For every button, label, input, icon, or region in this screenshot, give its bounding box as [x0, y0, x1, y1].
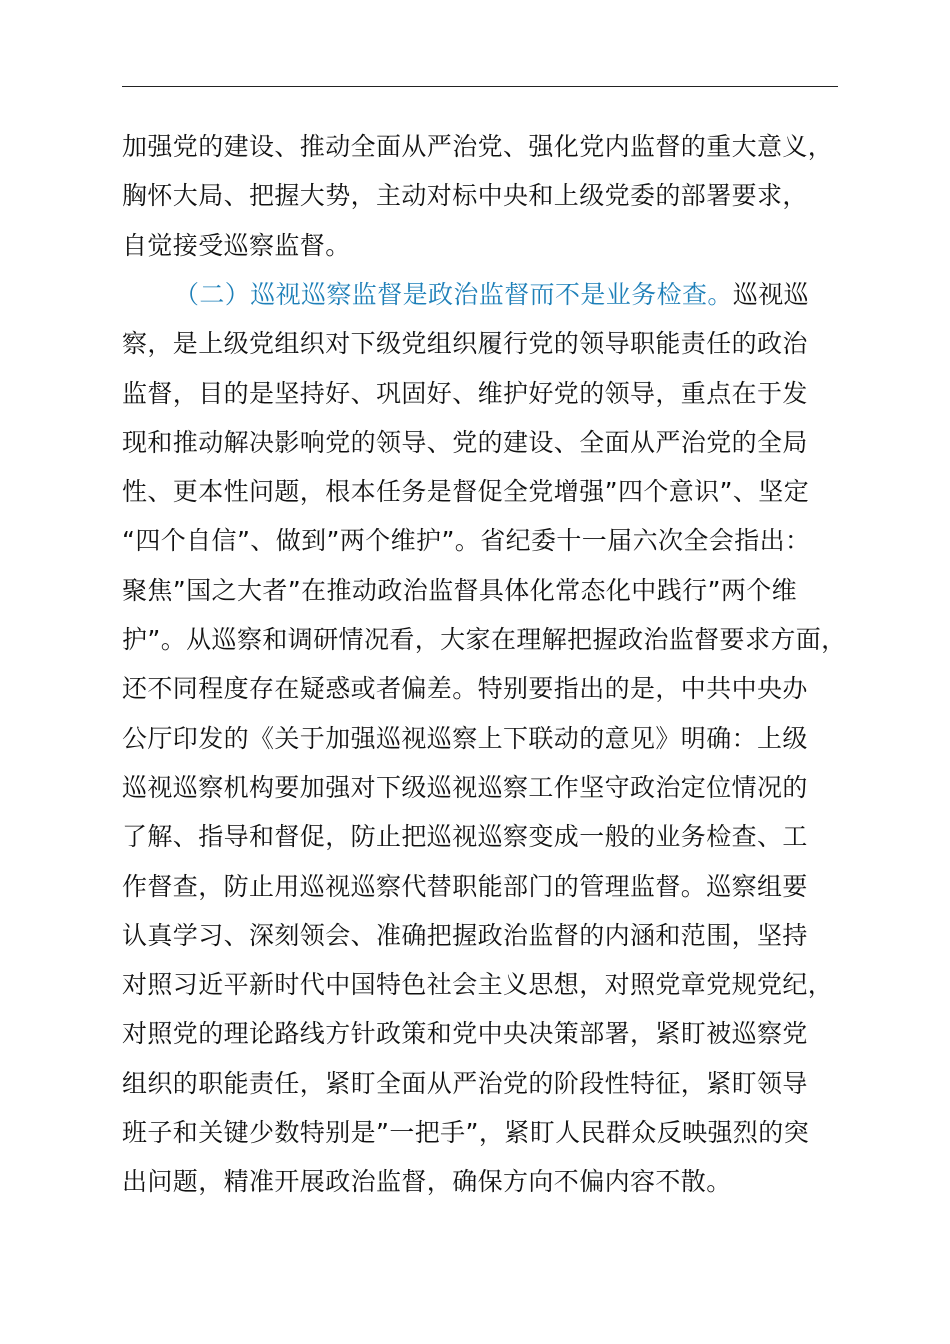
paragraph-line: 监督，目的是坚持好、巩固好、维护好党的领导，重点在于发 — [122, 378, 808, 408]
paragraph-line: 现和推动解决影响党的领导、党的建设、全面从严治党的全局 — [122, 427, 808, 457]
paragraph-line: 对照习近平新时代中国特色社会主义思想，对照党章党规党纪， — [122, 970, 834, 1000]
paragraph-line: 性、更本性问题，根本任务是督促全党增强”四个意识”、坚定 — [122, 477, 810, 507]
paragraph-line: 了解、指导和督促，防止把巡视巡察变成一般的业务检查、工 — [122, 822, 808, 852]
header-rule — [122, 86, 838, 87]
paragraph-line: 出问题，精准开展政治监督，确保方向不偏内容不散。 — [122, 1167, 732, 1197]
paragraph-line: 察，是上级党组织对下级党组织履行党的领导职能责任的政治 — [122, 329, 808, 359]
paragraph-line: 自觉接受巡察监督。 — [122, 230, 351, 260]
paragraph-line: “四个自信”、做到”两个维护”。省纪委十一届六次全会指出： — [122, 526, 811, 556]
paragraph-line: 班子和关键少数特别是”一把手”，紧盯人民群众反映强烈的突 — [122, 1118, 810, 1148]
heading-line-continuation: 巡视巡 — [732, 280, 810, 309]
paragraph-first-line — [122, 270, 862, 319]
paragraph-line: 作督查，防止用巡视巡察代替职能部门的管理监督。巡察组要 — [122, 871, 808, 901]
paragraph-line: 公厅印发的《关于加强巡视巡察上下联动的意见》明确：上级 — [122, 723, 808, 753]
paragraph-continued — [122, 122, 862, 270]
paragraph-line: 还不同程度存在疑惑或者偏差。特别要指出的是，中共中央办 — [122, 674, 808, 704]
paragraph-line: 护”。从巡察和调研情况看，大家在理解把握政治监督要求方面， — [122, 625, 847, 655]
paragraph-line: 认真学习、深刻领会、准确把握政治监督的内涵和范围，坚持 — [122, 920, 808, 950]
paragraph-line: 对照党的理论路线方针政策和党中央决策部署，紧盯被巡察党 — [122, 1019, 808, 1049]
section-heading: （二）巡视巡察监督是政治监督而不是业务检查。 — [174, 280, 733, 309]
paragraph-section-2 — [122, 270, 862, 1207]
paragraph-line: 加强党的建设、推动全面从严治党、强化党内监督的重大意义， — [122, 132, 834, 161]
paragraph-line: 聚焦”国之大者”在推动政治监督具体化常态化中践行”两个维 — [122, 575, 798, 605]
paragraph-line: 巡视巡察机构要加强对下级巡视巡察工作坚守政治定位情况的 — [122, 772, 808, 802]
paragraph-line: 组织的职能责任，紧盯全面从严治党的阶段性特征，紧盯领导 — [122, 1068, 808, 1098]
paragraph-line: 胸怀大局、把握大势，主动对标中央和上级党委的部署要求， — [122, 181, 808, 211]
